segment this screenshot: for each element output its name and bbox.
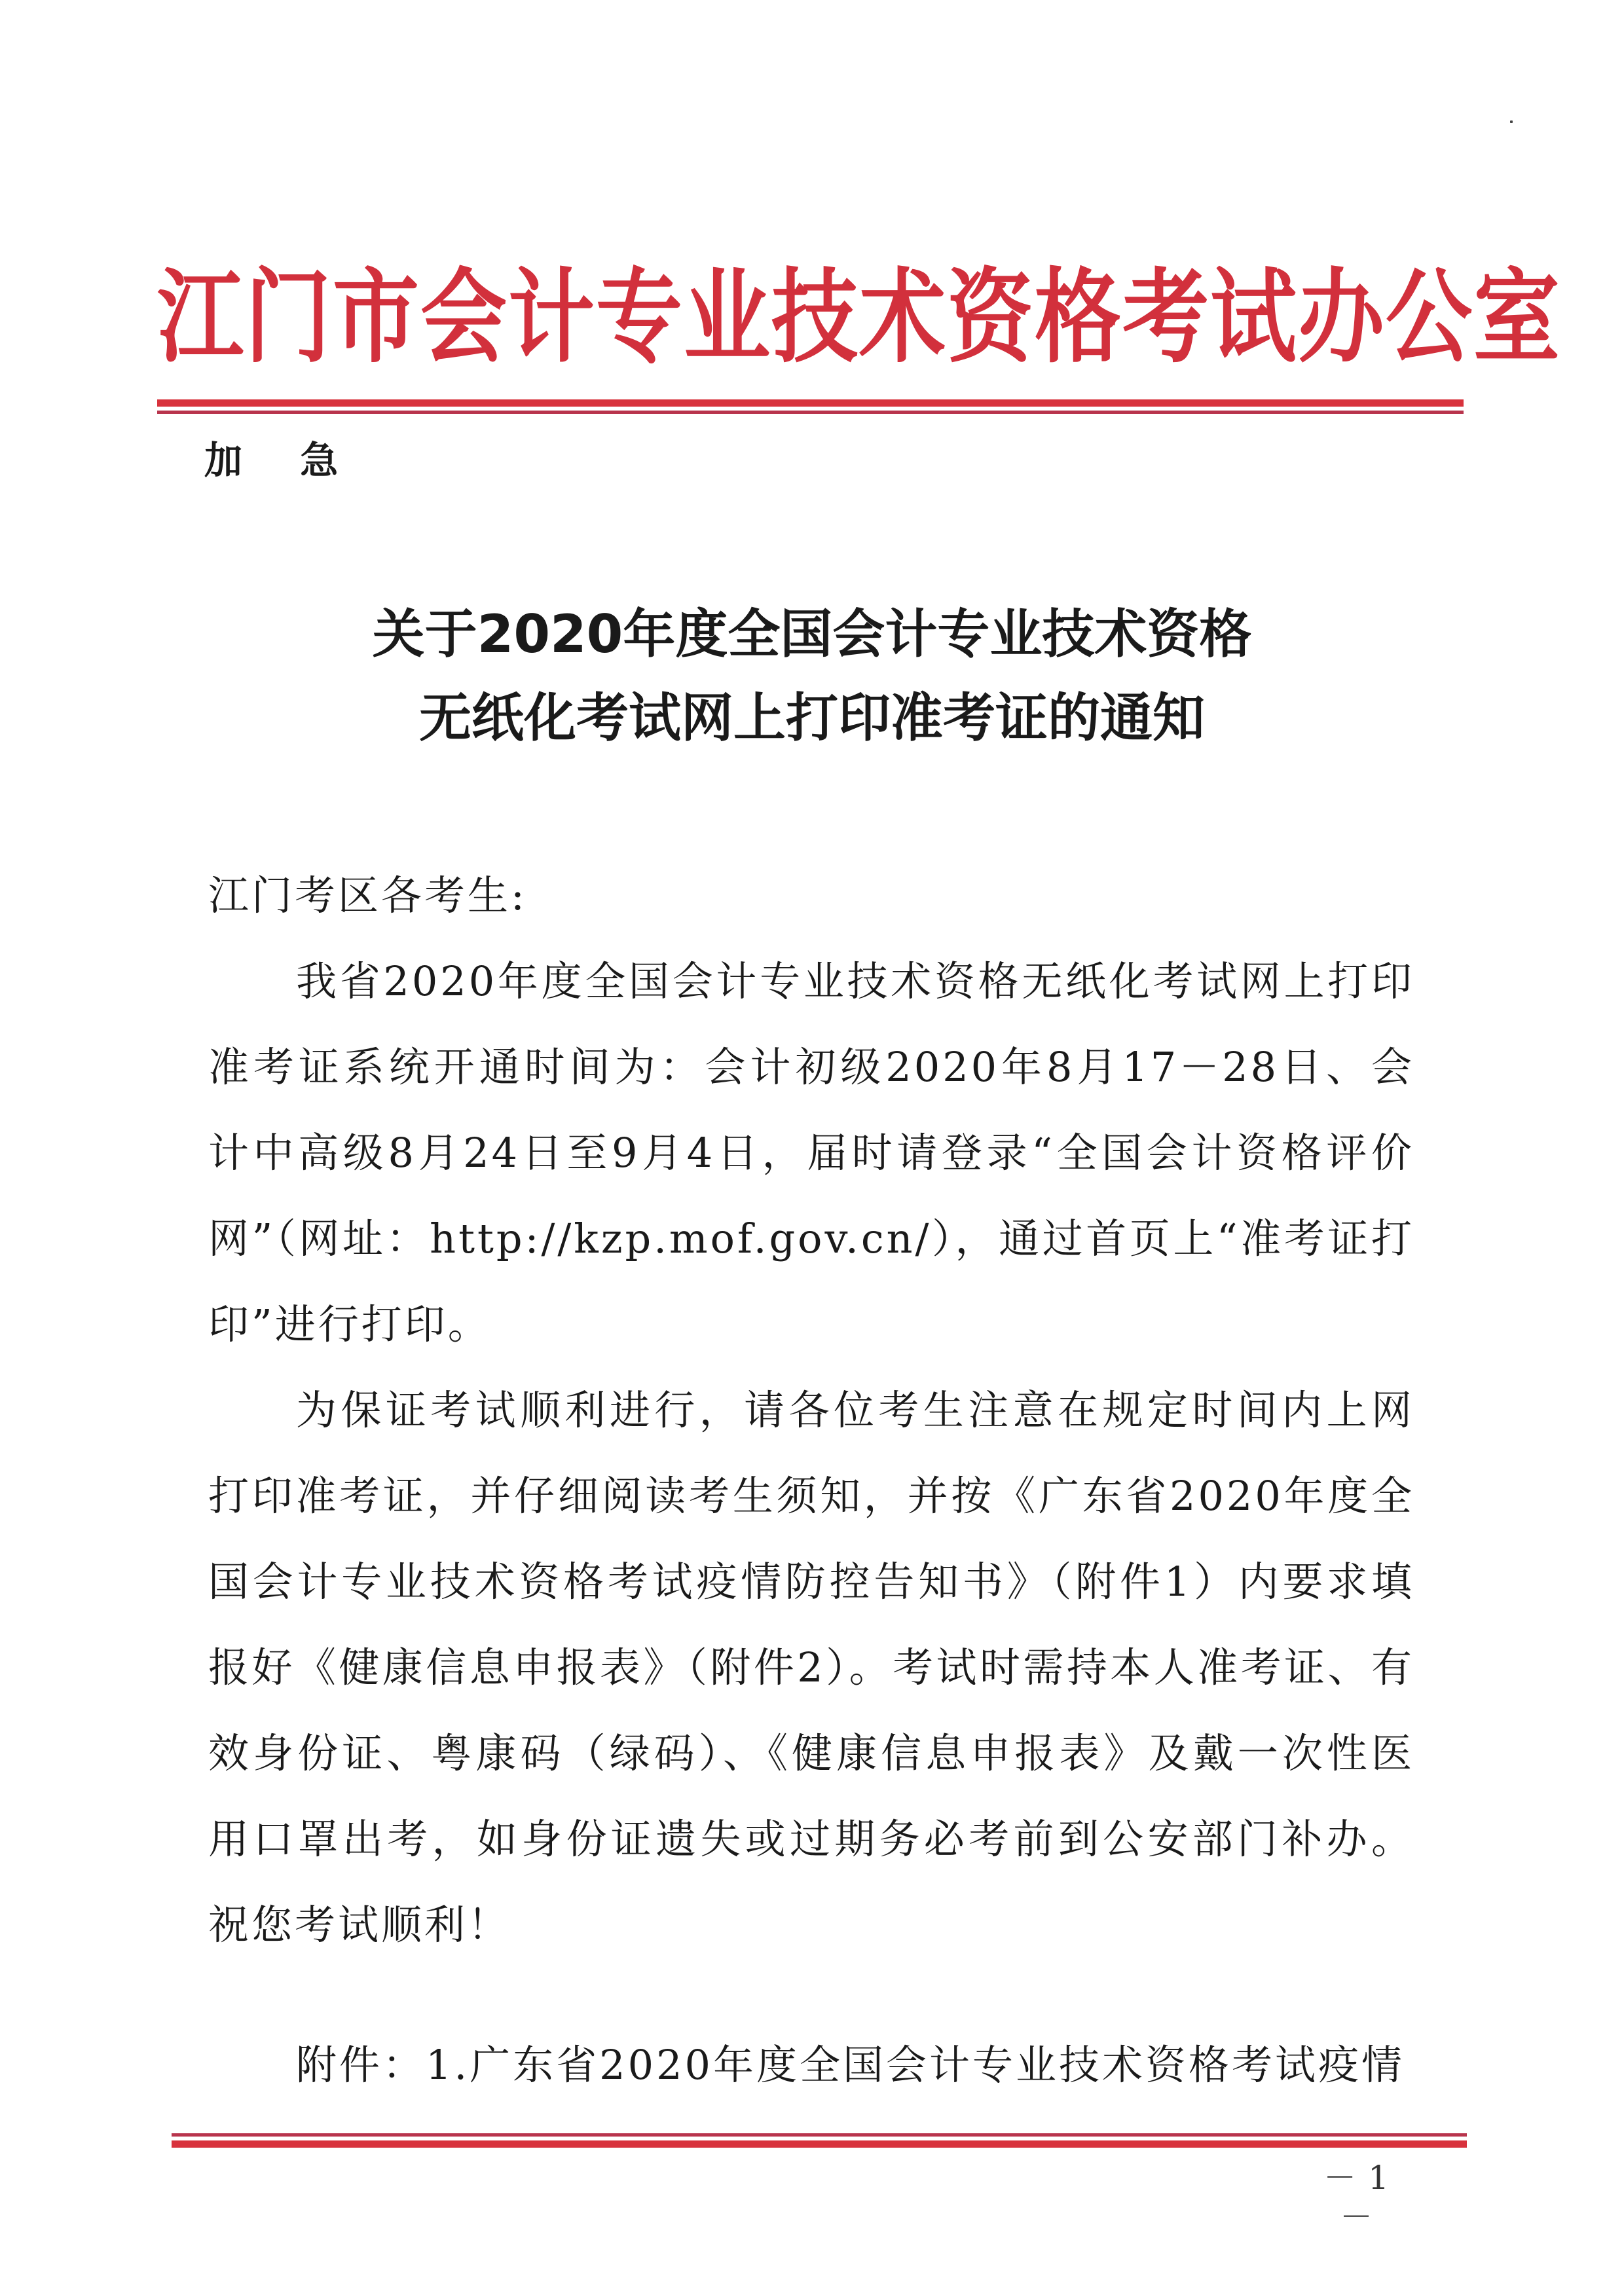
body-paragraph-1: 我省2020年度全国会计专业技术资格无纸化考试网上打印准考证系统开通时间为：会计初级2020年8月17－28日、会计中高级8月24日至9月4日，届时请登录“全国会计资格评价网”（网址：http://kzp.mof.gov.cn/），通过首页上“准考证打印”进行打印。 <box>208 957 1414 1348</box>
attachment-item-1: 1.广东省2020年度全国会计专业技术资格考试疫情 <box>426 2041 1405 2089</box>
salutation: 江门考区各考生: <box>208 872 527 919</box>
footer-red-rule <box>172 2133 1467 2148</box>
document-title-line-1: 关于2020年度全国会计专业技术资格 <box>372 604 1252 665</box>
letterhead-issuer: 江门市会计专业技术资格考试办公室 <box>157 258 1561 378</box>
red-rule-thick <box>157 399 1464 407</box>
scan-speck <box>1510 120 1513 123</box>
urgency-mark: 加 急 <box>204 438 361 483</box>
letterhead-red-rule <box>157 399 1464 414</box>
red-rule-thin <box>157 411 1464 414</box>
page-number: －1－ <box>1323 2159 1401 2236</box>
attachment-list <box>296 2039 1405 2091</box>
document-title <box>157 593 1467 760</box>
body-paragraph-2: 为保证考试顺利进行，请各位考生注意在规定时间内上网打印准考证，并仔细阅读考生须知，并按《广东省2020年度全国会计专业技术资格考试疫情防控告知书》（附件1）内要求填报好《健康信息申报表》（附件2）。考试时需持本人准考证、有效身份证、粤康码（绿码）、《健康信息申报表》及戴一次性医用口罩出考，如身份证遗失或过期务必考前到公安部门补办。祝您考试顺利！ <box>208 1386 1414 1949</box>
document-title-line-2: 无纸化考试网上打印准考证的通知 <box>419 688 1205 748</box>
document-body <box>208 853 1414 1968</box>
attachment-label: 附件： <box>296 2041 426 2089</box>
footer-rule-thick <box>172 2140 1467 2148</box>
